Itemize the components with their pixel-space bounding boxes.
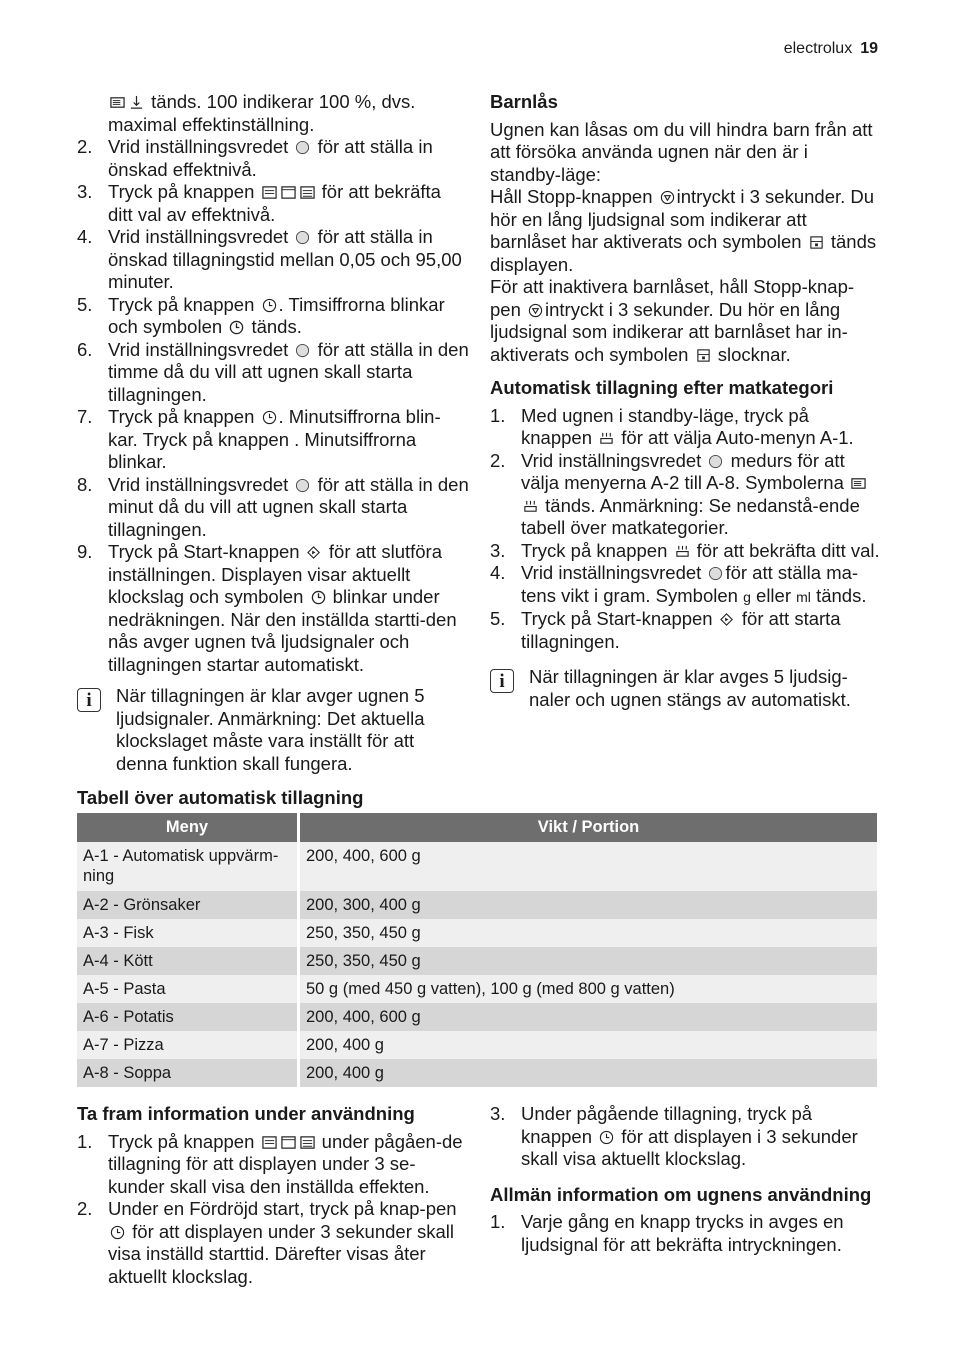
microwave-icon: [110, 95, 125, 110]
list-item: 5. Tryck på Start-knappen för att starta tillagningen.: [490, 608, 841, 652]
clock-icon: [311, 590, 326, 605]
section-title-info: Ta fram information under användning: [77, 1103, 415, 1124]
gram-symbol: g: [743, 588, 751, 605]
auto-menu-icon: [523, 499, 538, 514]
table-row: A-4 - Kött 250, 350, 450 g: [77, 947, 877, 975]
info-note: i När tillagningen är klar avges 5 ljudsig-naler och ugnen stängs av automatiskt.: [490, 666, 882, 711]
section-title-barnlas: Barnlås: [490, 91, 558, 112]
info-steps-list: [77, 1131, 469, 1289]
barnlas-intro: Ugnen kan låsas om du vill hindra barn från att att försöka använda ugnen när den är i standby-läge:: [490, 118, 873, 185]
right-column: [490, 91, 882, 711]
column-header: Meny: [77, 813, 299, 842]
info-icon: i: [490, 669, 514, 693]
page-header: [784, 40, 878, 58]
auto-menu-icon: [599, 431, 614, 446]
auto-cooking-table: [77, 813, 877, 1087]
info-note: i När tillagningen är klar avger ugnen 5 ljudsignaler. Anmärkning: Det aktuella klockslaget måste vara inställt för att denna funktion skall fungera.: [77, 685, 469, 775]
column-header: Vikt / Portion: [299, 813, 878, 842]
list-item: 3. Under pågående tillagning, tryck på knappen för att displayen i 3 sekunder skall visa aktuellt klockslag.: [490, 1103, 858, 1169]
list-item: 7. Tryck på knappen . Minutsiffrorna blin-kar. Tryck på knappen . Minutsiffrorna blinkar.: [77, 406, 441, 472]
microwave-icon: [851, 476, 866, 491]
table-row: A-7 - Pizza 200, 400 g: [77, 1031, 877, 1059]
knob-icon: [295, 343, 310, 358]
list-item: 4. Vrid inställningsvredet för att ställa ma-tens vikt i gram. Symbolen g eller ml tänds.: [490, 562, 867, 606]
list-item: 5. Tryck på knappen . Timsiffrorna blinkar och symbolen tänds.: [77, 293, 445, 337]
grill-icon: [281, 185, 296, 200]
knob-icon: [708, 454, 723, 469]
defrost-icon: [129, 95, 144, 110]
barnlas-deactivate: För att inaktivera barnlåset, håll Stopp-knap-pen intryckt i 3 sekunder. Du hör en lång ljudsignal som indikerar att barnlåset har in-aktiverats och symbolen slocknar.: [490, 276, 855, 365]
lock-icon: [809, 235, 824, 250]
clock-icon: [262, 298, 277, 313]
bottom-right-column: [490, 1103, 882, 1256]
list-item: 6. Vrid inställningsvredet för att ställa in den timme då du vill att ugnen skall starta tillagningen.: [77, 338, 469, 405]
clock-icon: [229, 320, 244, 335]
knob-icon: [295, 478, 310, 493]
list-item: 3. Tryck på knappen för att bekräfta ditt val.: [490, 539, 880, 561]
list-item: 8. Vrid inställningsvredet för att ställa in den minut då du vill att ugnen skall starta tillagningen.: [77, 473, 469, 540]
knob-icon: [295, 140, 310, 155]
table-row: A-5 - Pasta 50 g (med 450 g vatten), 100 g (med 800 g vatten): [77, 975, 877, 1003]
table-row: A-3 - Fisk 250, 350, 450 g: [77, 919, 877, 947]
microwave-icon: [262, 1135, 277, 1150]
info-steps-list-cont: [490, 1103, 882, 1171]
list-item: 2. Vrid inställningsvredet för att ställa in önskad effektnivå.: [77, 136, 433, 180]
clock-icon: [599, 1130, 614, 1145]
list-item: 1. Varje gång en knapp trycks in avges en ljudsignal för att bekräfta intryckningen.: [490, 1211, 844, 1255]
left-column: [77, 91, 469, 775]
list-item: 1. Tryck på knappen under pågåen-de tillagning för att displayen under 3 se-kunder skall visa den inställda effekten.: [77, 1130, 463, 1197]
table-row: A-1 - Automatisk uppvärm-ning 200, 400, 600 g: [77, 842, 877, 891]
clock-icon: [262, 410, 277, 425]
auto-menu-icon: [675, 544, 690, 559]
list-item: 4. Vrid inställningsvredet för att ställa in önskad tillagningstid mellan 0,05 och 95,00 minuter.: [77, 226, 462, 292]
stop-icon: [660, 190, 675, 205]
info-icon: i: [77, 688, 101, 712]
start-icon: [720, 612, 735, 627]
auto-steps-list: [490, 405, 882, 654]
list-item: 9. Tryck på Start-knappen för att slutföra inställningen. Displayen visar aktuellt klockslag och symbolen blinkar under nedräkningen. När den inställda startti-den nås avger ugnen två ljudsignaler och tillagningen startar automatiskt.: [77, 541, 457, 675]
lock-icon: [696, 348, 711, 363]
list-item: 2. Under en Fördröjd start, tryck på knap-pen för att displayen under 3 sekunder skall visa inställd starttid. Därefter visas åter aktuellt klockslag.: [77, 1198, 457, 1287]
clock-icon: [110, 1225, 125, 1240]
knob-icon: [295, 230, 310, 245]
brand-name: electrolux: [783, 40, 853, 57]
table-row: A-2 - Grönsaker 200, 300, 400 g: [77, 891, 877, 919]
combi-icon: [300, 185, 315, 200]
list-item: 3. Tryck på knappen för att bekräfta ditt val av effektnivå.: [77, 181, 441, 225]
start-icon: [307, 545, 322, 560]
stop-icon: [528, 303, 543, 318]
general-list: [490, 1211, 882, 1256]
grill-icon: [281, 1135, 296, 1150]
intro-text: tänds. 100 indikerar 100 %, dvs. maximal effektinställning.: [108, 91, 416, 135]
bottom-left-column: [77, 1103, 469, 1288]
combi-icon: [300, 1135, 315, 1150]
table-title: Tabell över automatisk tillagning: [77, 787, 364, 808]
section-title-auto: Automatisk tillagning efter matkategori: [490, 377, 834, 398]
list-item: 1. Med ugnen i standby-läge, tryck på knappen för att välja Auto-menyn A-1.: [490, 404, 854, 448]
section-title-general: Allmän information om ugnens användning: [490, 1183, 872, 1205]
table-row: A-6 - Potatis 200, 400, 600 g: [77, 1003, 877, 1031]
table-header-row: [77, 813, 877, 842]
table-row: A-8 - Soppa 200, 400 g: [77, 1059, 877, 1087]
page-number: 19: [860, 40, 878, 57]
barnlas-activate: Håll Stopp-knappen intryckt i 3 sekunder. Du hör en lång ljudsignal som indikerar att barnlåset har aktiverats och symbolen tänds displayen.: [490, 186, 877, 275]
ml-symbol: ml: [796, 588, 811, 605]
microwave-icon: [262, 185, 277, 200]
setting-steps-list: [77, 136, 469, 676]
knob-icon: [708, 566, 723, 581]
list-item: 2. Vrid inställningsvredet medurs för att välja menyerna A-2 till A-8. Symbolerna tänds. Anmärkning: Se nedanstå-ende tabell över matkategorier.: [490, 450, 882, 540]
